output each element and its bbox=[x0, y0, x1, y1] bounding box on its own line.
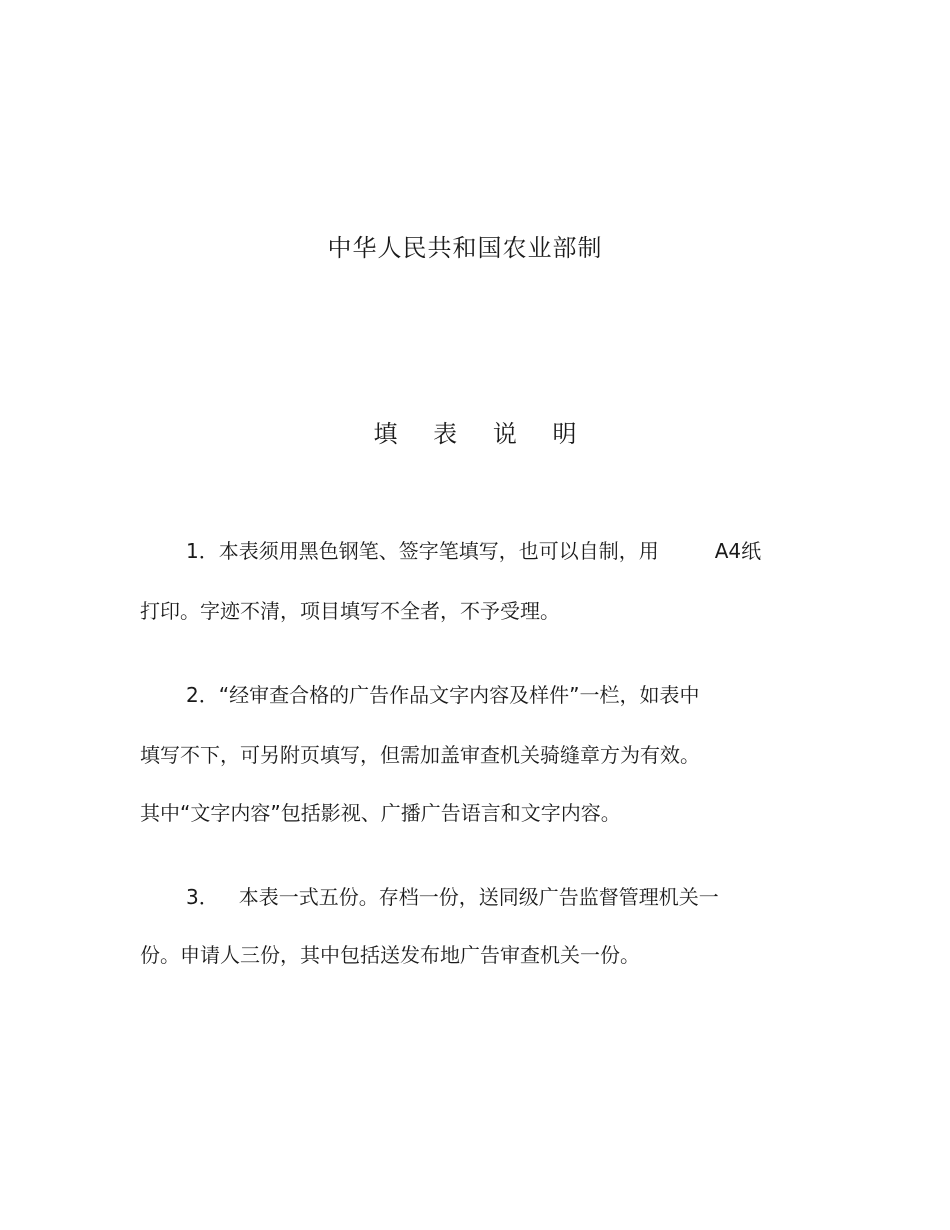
item-2-line-2: 填写不下，可另附页填写，但需加盖审查机关骑缝章方为有效。 bbox=[140, 743, 700, 767]
heading-char: 明 bbox=[552, 420, 577, 448]
item-text-tail: A4纸 bbox=[714, 539, 762, 563]
item-number: 3． bbox=[186, 885, 219, 909]
item-1-line-1 bbox=[186, 537, 761, 565]
item-text: 本表一式五份。存档一份，送同级广告监督管理机关一 bbox=[238, 885, 719, 909]
item-3-line-2: 份。申请人三份，其中包括送发布地广告审查机关一份。 bbox=[140, 943, 640, 967]
item-1-line-2: 打印。字迹不清，项目填写不全者，不予受理。 bbox=[140, 599, 560, 623]
item-text: 本表须用黑色钢笔、签字笔填写，也可以自制，用 bbox=[218, 539, 659, 563]
item-3-line-1 bbox=[186, 883, 719, 911]
item-text: “经审查合格的广告作品文字内容及样件”一栏，如表中 bbox=[218, 683, 700, 707]
heading-char: 表 bbox=[433, 420, 458, 448]
item-number: 1． bbox=[186, 539, 219, 563]
heading-char: 说 bbox=[492, 420, 517, 448]
issuer-line: 中华人民共和国农业部制 bbox=[327, 234, 603, 262]
item-number: 2． bbox=[186, 683, 219, 707]
item-2-line-1 bbox=[186, 681, 699, 709]
item-2-line-3: 其中“文字内容”包括影视、广播广告语言和文字内容。 bbox=[140, 801, 621, 825]
heading-char: 填 bbox=[373, 420, 398, 448]
instructions-heading bbox=[0, 418, 950, 450]
